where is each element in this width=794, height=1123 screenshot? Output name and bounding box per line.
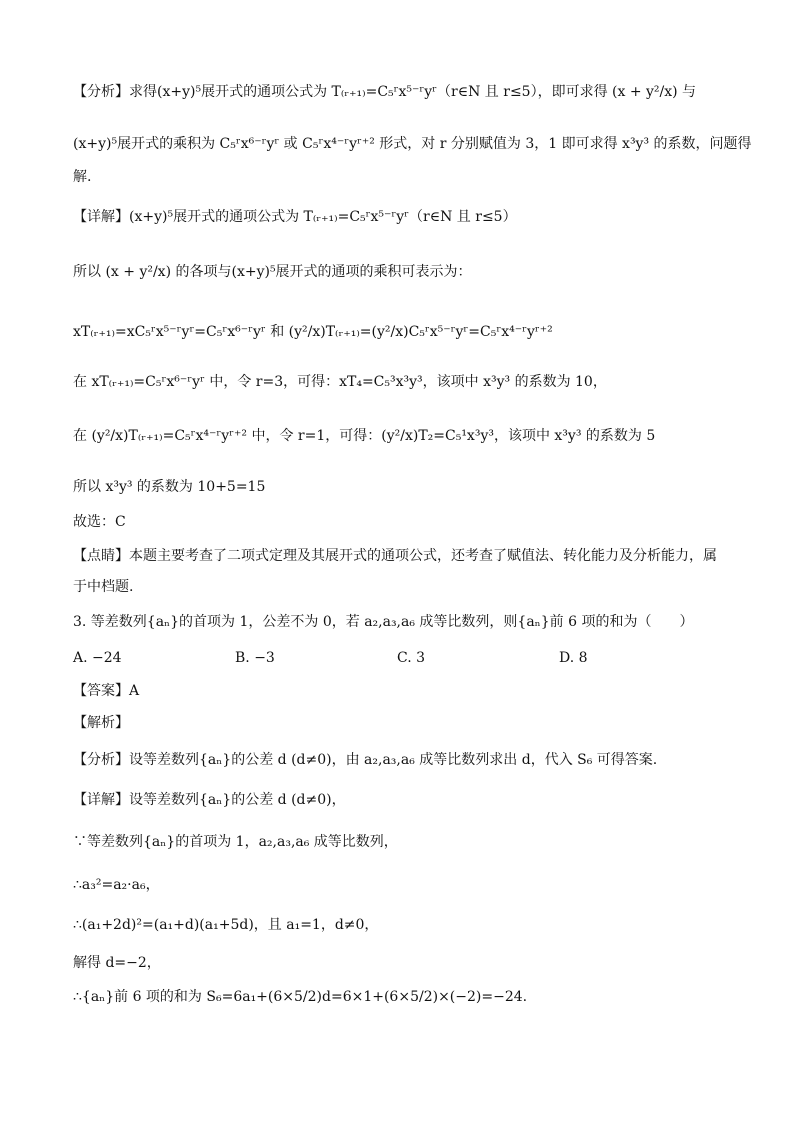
- q3-analysis-heading: 【解析】: [73, 715, 129, 731]
- q3-detail-line-3: ∴a₃²=a₂·a₆，: [73, 877, 160, 893]
- q2-detail-line-1: 【详解】(x+y)⁵展开式的通项公式为 T₍ᵣ₊₁₎=C₅ʳx⁵⁻ʳyʳ（r∈N 且 r≤5）: [73, 209, 517, 225]
- q2-comment-line-1: 【点睛】本题主要考查了二项式定理及其展开式的通项公式，还考查了赋值法、转化能力及分析能力，属: [73, 548, 717, 564]
- q2-detail-line-7: 故选：C: [73, 514, 126, 530]
- q2-detail-line-6: 所以 x³y³ 的系数为 10+5=15: [73, 479, 266, 495]
- q3-option-b: B. −3: [235, 650, 275, 666]
- q3-detail-line-1: 【详解】设等差数列{aₙ}的公差 d (d≠0)，: [73, 792, 346, 808]
- q3-stem: 3. 等差数列{aₙ}的首项为 1，公差不为 0，若 a₂,a₃,a₆ 成等比数列，则{aₙ}前 6 项的和为（ ）: [73, 614, 694, 630]
- q2-detail-line-4: 在 xT₍ᵣ₊₁₎=C₅ʳx⁶⁻ʳyʳ 中，令 r=3，可得：xT₄=C₅³x³y³，该项中 x³y³ 的系数为 10，: [73, 374, 607, 390]
- q2-analysis-line-2: (x+y)⁵展开式的乘积为 C₅ʳx⁶⁻ʳyʳ 或 C₅ʳx⁴⁻ʳyʳ⁺² 形式，对 r 分别赋值为 3，1 即可求得 x³y³ 的系数，问题得: [73, 136, 752, 152]
- q2-analysis-line-1: 【分析】求得(x+y)⁵展开式的通项公式为 T₍ᵣ₊₁₎=C₅ʳx⁵⁻ʳyʳ（r∈N 且 r≤5），即可求得 (x + y²/x) 与: [73, 84, 697, 100]
- q2-analysis-line-3: 解.: [73, 169, 92, 185]
- q3-detail-line-6: ∴{aₙ}前 6 项的和为 S₆=6a₁+(6×5/2)d=6×1+(6×5/2)×(−2)=−24.: [73, 989, 528, 1005]
- q3-analysis: 【分析】设等差数列{aₙ}的公差 d (d≠0)，由 a₂,a₃,a₆ 成等比数列求出 d，代入 S₆ 可得答案.: [73, 752, 658, 768]
- q3-answer: 【答案】A: [73, 683, 140, 699]
- q3-option-d: D. 8: [559, 650, 588, 666]
- q3-detail-line-2: ∵等差数列{aₙ}的首项为 1，a₂,a₃,a₆ 成等比数列，: [73, 834, 398, 850]
- q3-detail-line-4: ∴(a₁+2d)²=(a₁+d)(a₁+5d)，且 a₁=1，d≠0，: [73, 917, 379, 933]
- q2-detail-line-5: 在 (y²/x)T₍ᵣ₊₁₎=C₅ʳx⁴⁻ʳyʳ⁺² 中，令 r=1，可得：(y²/x)T₂=C₅¹x³y³，该项中 x³y³ 的系数为 5: [73, 428, 656, 444]
- q3-detail-line-5: 解得 d=−2，: [73, 955, 161, 971]
- q3-option-c: C. 3: [397, 650, 426, 666]
- q3-option-a: A. −24: [73, 650, 122, 666]
- q2-detail-line-2: 所以 (x + y²/x) 的各项与(x+y)⁵展开式的通项的乘积可表示为：: [73, 264, 472, 280]
- q2-detail-line-3: xT₍ᵣ₊₁₎=xC₅ʳx⁵⁻ʳyʳ=C₅ʳx⁶⁻ʳyʳ 和 (y²/x)T₍ᵣ₊₁₎=(y²/x)C₅ʳx⁵⁻ʳyʳ=C₅ʳx⁴⁻ʳyʳ⁺²: [73, 324, 553, 340]
- q2-comment-line-2: 于中档题.: [73, 579, 134, 595]
